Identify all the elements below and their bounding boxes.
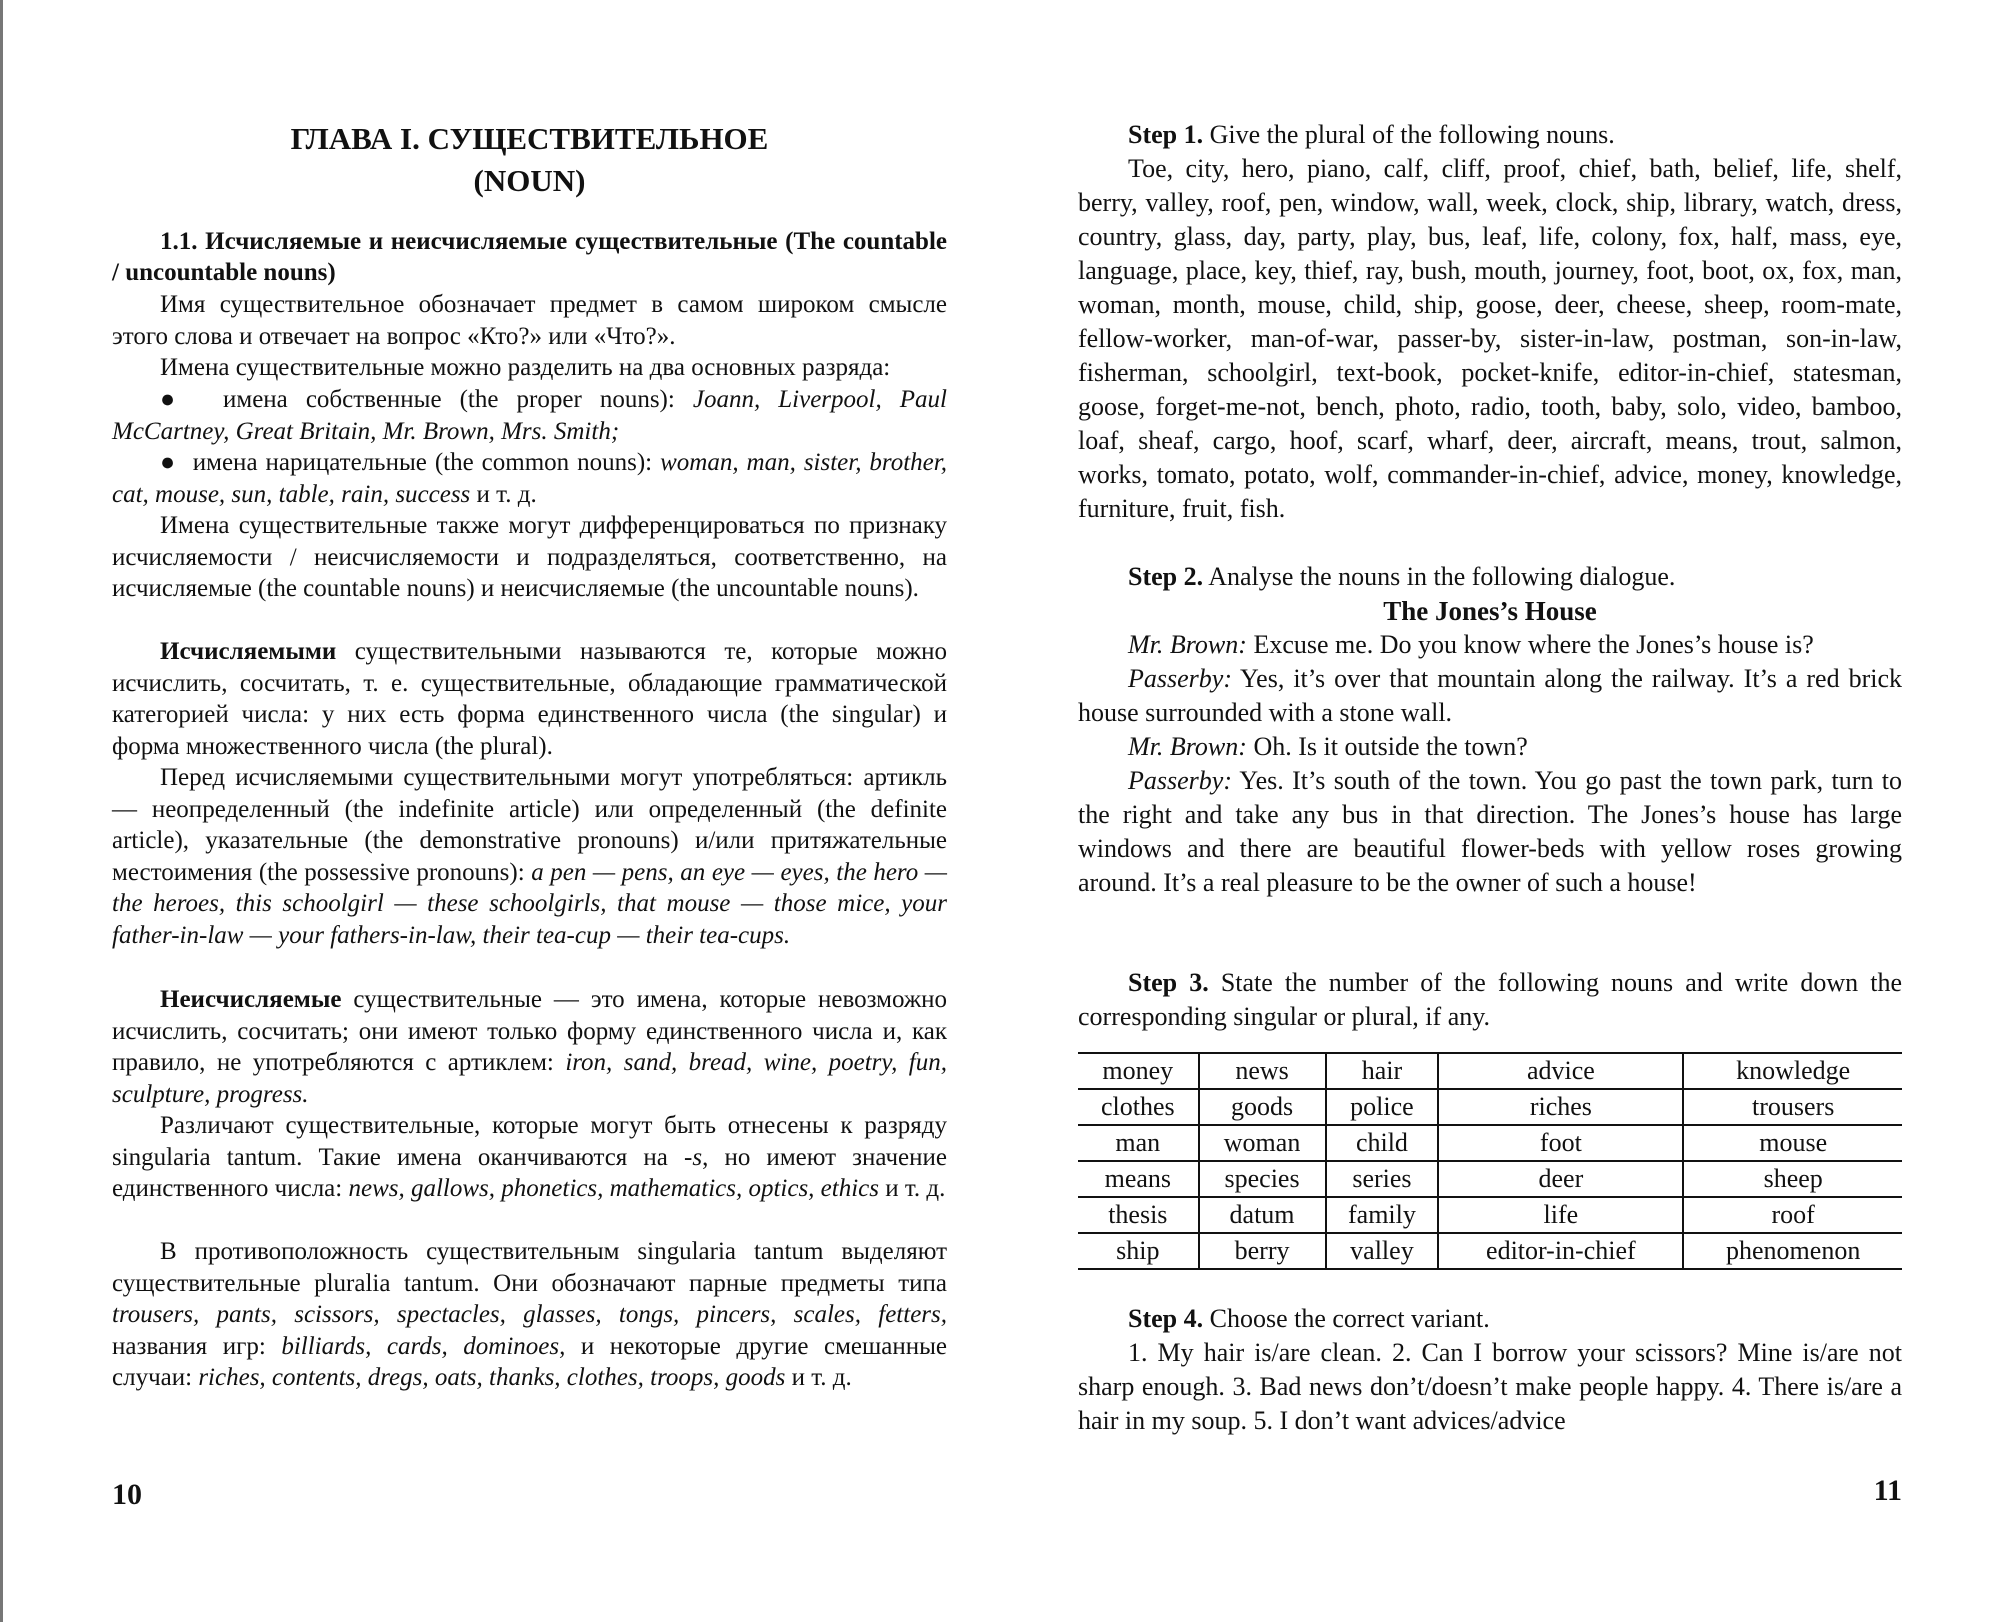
term-countable: Исчисляемыми [160,638,337,665]
table-row [1078,1233,1902,1269]
table-cell: ship [1078,1233,1199,1269]
table-cell: life [1438,1197,1683,1233]
term-uncountable: Неисчисляемые [160,986,342,1013]
bullet-dot: ● [160,449,193,476]
table-cell: berry [1199,1233,1326,1269]
table-cell: advice [1438,1053,1683,1089]
table-cell: foot [1438,1125,1683,1161]
table-cell: woman [1199,1125,1326,1161]
table-cell: sheep [1683,1161,1902,1197]
table-cell: series [1326,1161,1439,1197]
page-edge-line [0,0,3,1622]
table-cell: news [1199,1053,1326,1089]
bullet-proper-nouns [112,384,947,447]
step1-noun-list: Toe, city, hero, piano, calf, cliff, proof, chief, bath, belief, life, shelf, berry, valley, roof, pen, window, wall, week, clock, ship, library, watch, dress, country, glass, day, party, play, bus, leaf, life, colony, fox, half, mass, eye, language, place, key, thief, ray, bush, mouth, journey, foot, boot, ox, fox, man, woman, month, mouse, child, ship, goose, deer, cheese, sheep, room-mate, fellow-worker, man-of-war, passer-by, sister-in-law, postman, son-in-law, fisherman, schoolgirl, text-book, pocket-knife, editor-in-chief, statesman, goose, forget-me-not, bench, photo, radio, tooth, baby, solo, video, bamboo, loaf, sheaf, cargo, hoof, scarf, wharf, deer, aircraft, means, trout, salmon, works, tomato, potato, wolf, commander-in-chief, advice, money, knowledge, furniture, fruit, fish. [1078,154,1902,523]
paragraph-pluralia-text3: и некоторые другие смешанные случаи: [112,1332,947,1392]
table-cell: family [1326,1197,1439,1233]
dialogue-line-3-text: Oh. Is it outside the town? [1253,732,1528,761]
paragraph-pluralia-examples-mixed: riches, contents, dregs, oats, thanks, clothes, troops, goods [198,1364,786,1392]
table-cell: riches [1438,1089,1683,1125]
step4-exercise: 1. My hair is/are clean. 2. Can I borrow your scissors? Mine is/are not sharp enough. 3. Bad news don’t/doesn’t make people happy. 4. There is/are a hair in my soup. 5. I don’t want advices/advice [1078,1338,1902,1435]
paragraph-countability: Имена существительные также могут дифференцироваться по признаку исчисляемости / неисчисляемости и подразделяться, соответственно, на исчисляемые (the countable nouns) и неисчисляемые (the uncountable nouns). [112,512,947,603]
table-cell: species [1199,1161,1326,1197]
table-row [1078,1089,1902,1125]
dialogue-line-4 [1078,764,1902,900]
table-cell: clothes [1078,1089,1199,1125]
step2-heading [1078,560,1902,594]
chapter-subtitle: (NOUN) [473,163,586,198]
table-row [1078,1125,1902,1161]
step3-task: State the number of the following nouns and write down the corresponding singular or plural, if any. [1078,968,1903,1031]
paragraph-singularia-examples: news, gallows, phonetics, mathematics, optics, ethics [348,1175,879,1203]
table-cell: datum [1199,1197,1326,1233]
bullet-proper-nouns-text: имена собственные (the proper nouns): [223,386,675,413]
paragraph-countable-text: существительными называются те, которые можно исчислить, сосчитать, т. е. существительные, обладающие грамматической категорией числа: у них есть форма единственного числа (the singular) и форма множественного числа (the plural). [112,638,948,760]
left-page [112,0,947,1622]
paragraph-uncountable [112,984,947,1110]
paragraph-noun-definition: Имя существительное обозначает предмет в самом широком смысле этого слова и отвечает на вопрос «Кто?» или «Что?». [112,291,947,350]
table-cell: phenomenon [1683,1233,1902,1269]
paragraph-pluralia-examples-games: billiards, cards, dominoes, [281,1332,566,1360]
dialogue-line-1 [1078,628,1902,662]
step2-label: Step 2. [1128,562,1204,591]
step3-heading [1078,966,1902,1034]
suffix-s: -s [684,1143,703,1171]
dialogue-line-3 [1078,730,1902,764]
dialogue-line-2 [1078,662,1902,730]
table-cell: editor-in-chief [1438,1233,1683,1269]
bullet-common-nouns-end: и т. д. [476,480,537,508]
dialogue-line-4-text: Yes. It’s south of the town. You go past the town park, turn to the right and take any bus in that direction. The Jones’s house has large windows and there are beautiful flower-beds with yellow roses growing around. It’s a real pleasure to be the owner of such a house! [1078,766,1902,897]
right-page [1078,0,1902,1622]
paragraph-pluralia-tantum [112,1236,947,1394]
page-number-right: 11 [1873,1474,1902,1507]
table-cell: means [1078,1161,1199,1197]
step1-heading [1078,118,1902,152]
table-cell: trousers [1683,1089,1902,1125]
table-cell: thesis [1078,1197,1199,1233]
step2-task: Analyse the nouns in the following dialogue. [1208,562,1676,591]
bullet-common-nouns [112,447,947,510]
speaker-passerby: Passerby: [1128,664,1232,693]
table-cell: child [1326,1125,1439,1161]
paragraph-articles-text: Перед исчисляемыми существительными могут употребляться: артикль — неопределенный (the indefinite article) или определенный (the definite article), указательные (the demonstrative pronouns) и/или притяжательные местоимения (the possessive pronouns): [112,764,947,886]
paragraph-pluralia-text2: названия игр: [112,1332,266,1360]
noun-table-body [1078,1053,1902,1269]
step1-task: Give the plural of the following nouns. [1209,120,1615,149]
paragraph-pluralia-end: и т. д. [791,1364,852,1392]
paragraph-singularia-text: Различают существительные, которые могут быть отнесены к разряду singularia tantum. Такие имена оканчиваются на [112,1112,947,1171]
paragraph-articles [112,762,947,952]
step1-label: Step 1. [1128,120,1204,149]
dialogue-line-1-text: Excuse me. Do you know where the Jones’s house is? [1253,630,1814,659]
paragraph-singularia-end: и т. д. [885,1175,946,1203]
bullet-dot: ● [160,386,223,413]
noun-table [1078,1052,1902,1270]
table-row [1078,1053,1902,1089]
speaker-mr-brown: Mr. Brown: [1128,732,1247,761]
paragraph-pluralia-examples-pairs: trousers, pants, scissors, spectacles, glasses, tongs, pincers, scales, fetters, [112,1301,947,1329]
dialogue-line-2-text: Yes, it’s over that mountain along the railway. It’s a red brick house surrounded with a stone wall. [1078,664,1902,727]
speaker-mr-brown: Mr. Brown: [1128,630,1247,659]
paragraph-noun-categories: Имена существительные можно разделить на два основных разряда: [160,354,891,381]
step3-label: Step 3. [1128,968,1209,997]
speaker-passerby: Passerby: [1128,766,1232,795]
chapter-title-line: ГЛАВА I. СУЩЕСТВИТЕЛЬНОЕ [290,121,769,156]
table-cell: mouse [1683,1125,1902,1161]
table-cell: goods [1199,1089,1326,1125]
table-cell: deer [1438,1161,1683,1197]
page-number-left: 10 [112,1478,142,1511]
paragraph-uncountable-examples: iron, sand, bread, wine, poetry, fun, sculpture, progress. [112,1049,948,1108]
dialogue-title: The Jones’s House [1383,596,1597,626]
paragraph-uncountable-text: существительные — это имена, которые невозможно исчислить, сосчитать; они имеют только форму единственного числа и, как правило, не употребляются с артиклем: [112,986,947,1077]
table-cell: knowledge [1683,1053,1902,1089]
table-cell: police [1326,1089,1439,1125]
paragraph-countable [112,636,947,762]
paragraph-singularia-tantum [112,1110,947,1205]
step4-label: Step 4. [1128,1304,1204,1333]
bullet-proper-nouns-examples: Joann, Liverpool, Paul McCartney, Great Britain, Mr. Brown, Mrs. Smith; [112,386,947,445]
table-cell: man [1078,1125,1199,1161]
paragraph-articles-examples: a pen — pens, an eye — eyes, the hero — the heroes, this schoolgirl — these schoolgirls, that mouse — those mice, your father-in-law — your fathers-in-law, their tea-cup — their tea-cups. [112,858,948,949]
bullet-common-nouns-text: имена нарицательные (the common nouns): [192,449,653,476]
table-cell: roof [1683,1197,1902,1233]
table-row [1078,1161,1902,1197]
table-cell: hair [1326,1053,1439,1089]
paragraph-singularia-text2: , но имеют значение единственного числа: [112,1143,947,1203]
bullet-common-nouns-examples: woman, man, sister, brother, cat, mouse, sun, table, rain, success [112,449,947,508]
table-cell: valley [1326,1233,1439,1269]
section-title: 1.1. Исчисляемые и неисчисляемые существительные (The countable / uncountable nouns) [112,228,947,286]
step4-task: Choose the correct variant. [1209,1304,1490,1333]
table-row [1078,1197,1902,1233]
table-cell: money [1078,1053,1199,1089]
paragraph-pluralia-text: В противоположность существительным singularia tantum выделяют существительные pluralia tantum. Они обозначают парные предметы типа [112,1238,947,1297]
chapter-title [112,118,947,202]
step4-heading [1078,1302,1902,1336]
